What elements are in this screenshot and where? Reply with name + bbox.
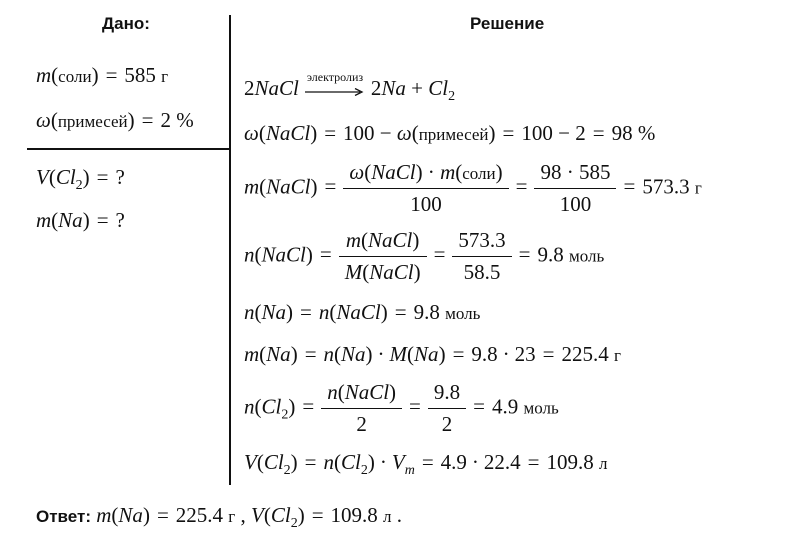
given-mass: m(соли) = 585 г [36,63,169,87]
horizontal-divider [27,148,230,150]
find-volume-cl2: $V(Cl_2)$ = ? [36,165,125,193]
volume-cl2: $V(Cl_2) = n(Cl_2) \cdot V_m = 4.9 \cdot 22.4 = 109.8$ л [244,450,608,478]
mass-nacl: m(NaCl) = ω(NaCl) · m(соли) 100 = $\frac{98 \cdot 585}{100}$ = 573.3 г [244,160,702,216]
reaction-arrow: электролиз [305,80,365,100]
moles-na: n(Na) = n(NaCl) = 9.8 моль [244,300,481,324]
answer-label: Ответ: [36,507,91,526]
find-mass-na: m(Na) = ? [36,208,125,232]
mass-na: m(Na) = n(Na) · M(Na) = 9.8 · 23 = 225.4 г [244,342,621,366]
mass-fraction-nacl: ω(NaCl) = 100 − ω(примесей) = 100 − 2 = 98 % [244,121,656,145]
answer-line: Ответ: m(Na) = 225.4 г , $V(Cl_2) = 109.8$ л . [36,503,403,531]
vertical-divider [229,15,231,485]
given-header: Дано: [102,14,150,33]
moles-nacl: n(NaCl) = m(NaCl) M(NaCl) = $\frac{573.3}{58.5}$ = 9.8 моль [244,228,605,284]
reaction-equation: 2NaCl электролиз $2Na + Cl_2$ [244,70,456,104]
given-impurity: ω(примесей) = 2 % [36,108,194,132]
moles-cl2: $n(Cl_2)$ = n(NaCl) 2 = $\frac{9.8}{2}$ = 4.9 моль [244,380,559,436]
solution-header: Решение [470,14,545,33]
